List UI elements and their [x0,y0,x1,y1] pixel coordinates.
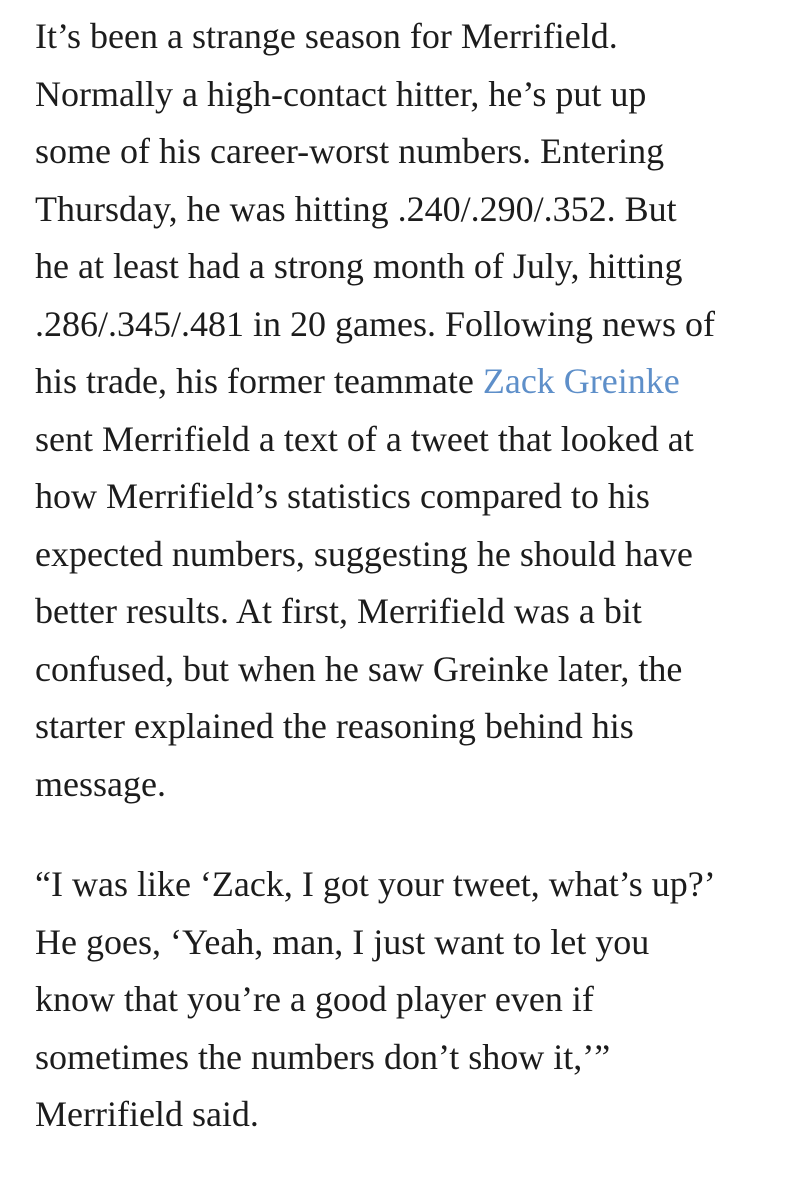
paragraph-line: Merrifield said. [35,1094,259,1134]
paragraph-line: confused, but when he saw Greinke later, the [35,648,683,689]
paragraph-line: “I was like ‘Zack, I got your tweet, what’s up?’ [35,864,716,904]
paragraph-line: some of his career-worst numbers. Entering [35,131,665,171]
paragraph-line: expected numbers, suggesting he should have [35,533,693,574]
paragraph-line: Thursday, he was hitting .240/.290/.352. But [35,188,677,229]
paragraph-line: He goes, ‘Yeah, man, I just want to let you [35,921,650,962]
paragraph-line: sent Merrifield a text of a tweet that looked at [35,418,694,459]
paragraph-line-text: his trade, his former teammate [35,361,483,401]
paragraph-line: .286/.345/.481 in 20 games. Following news of [35,303,715,344]
paragraph-line: better results. At first, Merrifield was a bit [35,591,642,631]
paragraph-line: starter explained the reasoning behind his [35,706,634,746]
paragraph-line [35,353,790,411]
zack-greinke-link[interactable]: Zack Greinke [482,361,680,401]
article-paragraph-1 [35,8,790,813]
paragraph-line: Normally a high-contact hitter, he’s put up [35,73,647,114]
paragraph-line: know that you’re a good player even if [35,979,594,1019]
paragraph-line: sometimes the numbers don’t show it,’” [35,1036,611,1077]
paragraph-line: he at least had a strong month of July, hitting [35,246,683,286]
paragraph-line: It’s been a strange season for Merrifield. [35,16,618,56]
paragraph-line: message. [35,763,166,804]
article-paragraph-2 [35,856,790,1144]
paragraph-line: how Merrifield’s statistics compared to his [35,476,650,516]
